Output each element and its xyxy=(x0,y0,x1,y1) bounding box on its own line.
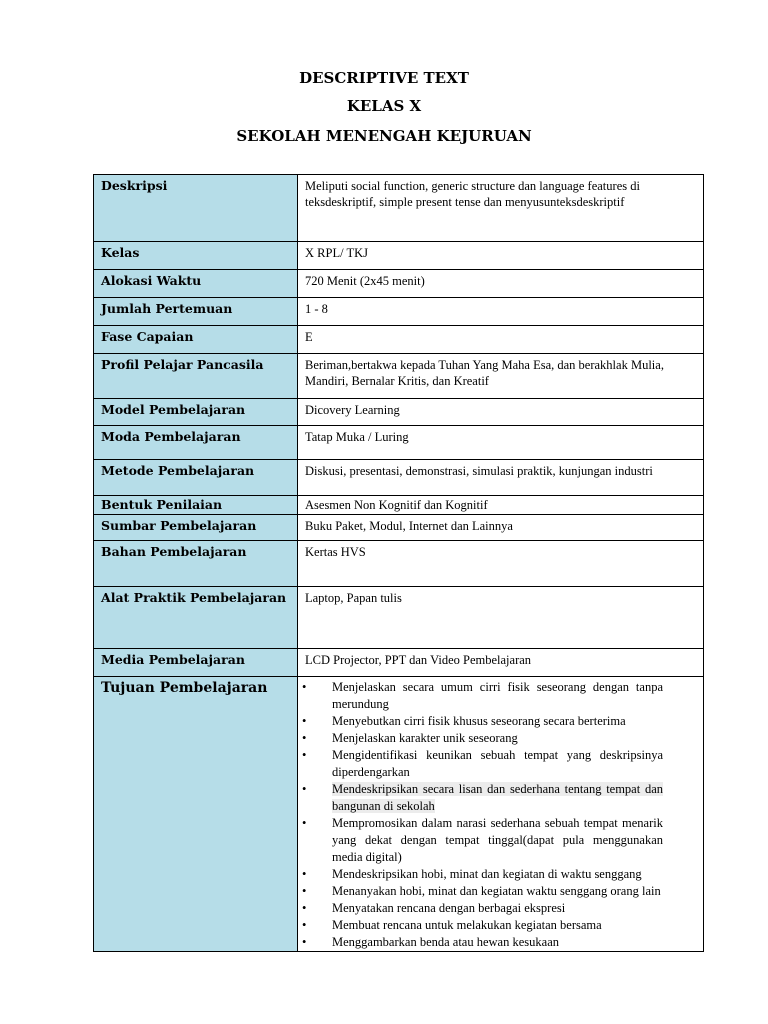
row-value-alokasi-waktu: 720 Menit (2x45 menit) xyxy=(298,270,704,298)
row-value-tujuan-pembelajaran xyxy=(298,677,704,952)
list-item: • Menyatakan rencana dengan berbagai ekspresi xyxy=(302,901,566,915)
bullet-icon: • xyxy=(302,867,307,881)
table-row xyxy=(94,298,704,326)
bullet-icon: • xyxy=(302,816,307,830)
list-item: • Membuat rencana untuk melakukan kegiatan bersama xyxy=(302,918,602,932)
school-heading: SEKOLAH MENENGAH KEJURUAN xyxy=(236,127,532,145)
bullet-icon: • xyxy=(302,680,307,694)
row-value-profil-pelajar: Beriman,bertakwa kepada Tuhan Yang Maha Esa, dan berakhlak Mulia, Mandiri, Bernalar Kritis, dan Kreatif xyxy=(298,354,704,399)
row-label-alokasi-waktu: Alokasi Waktu xyxy=(94,270,298,298)
lesson-info-table xyxy=(93,174,704,952)
list-item xyxy=(300,781,663,815)
table-row xyxy=(94,175,704,242)
table-row xyxy=(94,649,704,677)
bullet-icon: • xyxy=(302,918,307,932)
list-item: • Menanyakan hobi, minat dan kegiatan waktu senggang orang lain xyxy=(302,884,661,898)
row-value-kelas: X RPL/ TKJ xyxy=(298,242,704,270)
row-label-bahan-pembelajaran: Bahan Pembelajaran xyxy=(94,541,298,587)
list-item: • Menjelaskan karakter unik seseorang xyxy=(302,731,518,745)
row-label-jumlah-pertemuan: Jumlah Pertemuan xyxy=(94,298,298,326)
table-row xyxy=(94,515,704,541)
row-label-fase-capaian: Fase Capaian xyxy=(94,326,298,354)
table-row xyxy=(94,242,704,270)
list-item: • Menyebutkan cirri fisik khusus seseorang secara berterima xyxy=(302,714,626,728)
list-item: • Mengidentifikasi keunikan sebuah tempat yang deskripsinya diperdengarkan xyxy=(302,748,663,779)
objectives-list xyxy=(298,677,703,951)
class-heading: KELAS X xyxy=(346,97,422,115)
row-value-bahan-pembelajaran: Kertas HVS xyxy=(298,541,704,587)
bullet-icon: • xyxy=(302,901,307,915)
row-value-media-pembelajaran: LCD Projector, PPT dan Video Pembelajaran xyxy=(298,649,704,677)
row-label-moda-pembelajaran: Moda Pembelajaran xyxy=(94,426,298,460)
document-title: DESCRIPTIVE TEXT xyxy=(299,69,469,87)
table-row xyxy=(94,426,704,460)
row-label-kelas: Kelas xyxy=(94,242,298,270)
table-row xyxy=(94,460,704,496)
bullet-icon: • xyxy=(302,884,307,898)
table-row xyxy=(94,541,704,587)
list-item: • Mendeskripsikan hobi, minat dan kegiatan di waktu senggang xyxy=(302,867,642,881)
bullet-icon: • xyxy=(302,935,307,949)
row-value-jumlah-pertemuan: 1 - 8 xyxy=(298,298,704,326)
row-label-bentuk-penilaian: Bentuk Penilaian xyxy=(94,496,298,515)
highlighted-text: Mendeskripsikan secara lisan dan sederhana tentang tempat dan bangunan di sekolah xyxy=(332,782,663,813)
row-value-deskripsi: Meliputi social function, generic structure dan language features di teksdeskriptif, simple present tense dan menyusunteksdeskriptif xyxy=(298,175,704,242)
list-item: • Menjelaskan secara umum cirri fisik seseorang dengan tanpa merundung xyxy=(302,680,663,711)
bullet-icon: • xyxy=(302,714,307,728)
row-value-moda-pembelajaran: Tatap Muka / Luring xyxy=(298,426,704,460)
table-row xyxy=(94,587,704,649)
row-label-tujuan-pembelajaran: Tujuan Pembelajaran xyxy=(94,677,298,952)
table-row xyxy=(94,677,704,952)
row-value-model-pembelajaran: Dicovery Learning xyxy=(298,399,704,426)
row-label-profil-pelajar: Profil Pelajar Pancasila xyxy=(94,354,298,399)
bullet-icon: • xyxy=(302,782,307,796)
row-label-deskripsi: Deskripsi xyxy=(94,175,298,242)
table-row xyxy=(94,326,704,354)
row-value-fase-capaian: E xyxy=(298,326,704,354)
row-value-alat-praktik: Laptop, Papan tulis xyxy=(298,587,704,649)
row-value-sumbar-pembelajaran: Buku Paket, Modul, Internet dan Lainnya xyxy=(298,515,704,541)
table-row xyxy=(94,354,704,399)
table-row xyxy=(94,496,704,515)
row-label-metode-pembelajaran: Metode Pembelajaran xyxy=(94,460,298,496)
bullet-icon: • xyxy=(302,748,307,762)
table-row xyxy=(94,399,704,426)
row-label-sumbar-pembelajaran: Sumbar Pembelajaran xyxy=(94,515,298,541)
list-item: • Menggambarkan benda atau hewan kesukaan xyxy=(302,935,559,949)
row-value-metode-pembelajaran: Diskusi, presentasi, demonstrasi, simulasi praktik, kunjungan industri xyxy=(298,460,704,496)
table-row xyxy=(94,270,704,298)
bullet-icon: • xyxy=(302,731,307,745)
row-value-bentuk-penilaian: Asesmen Non Kognitif dan Kognitif xyxy=(298,496,704,515)
row-label-media-pembelajaran: Media Pembelajaran xyxy=(94,649,298,677)
row-label-alat-praktik: Alat Praktik Pembelajaran xyxy=(94,587,298,649)
row-label-model-pembelajaran: Model Pembelajaran xyxy=(94,399,298,426)
list-item: • Mempromosikan dalam narasi sederhana sebuah tempat menarik yang dekat dengan tempat tinggal(dapat pula menggunakan media digital) xyxy=(302,816,663,864)
